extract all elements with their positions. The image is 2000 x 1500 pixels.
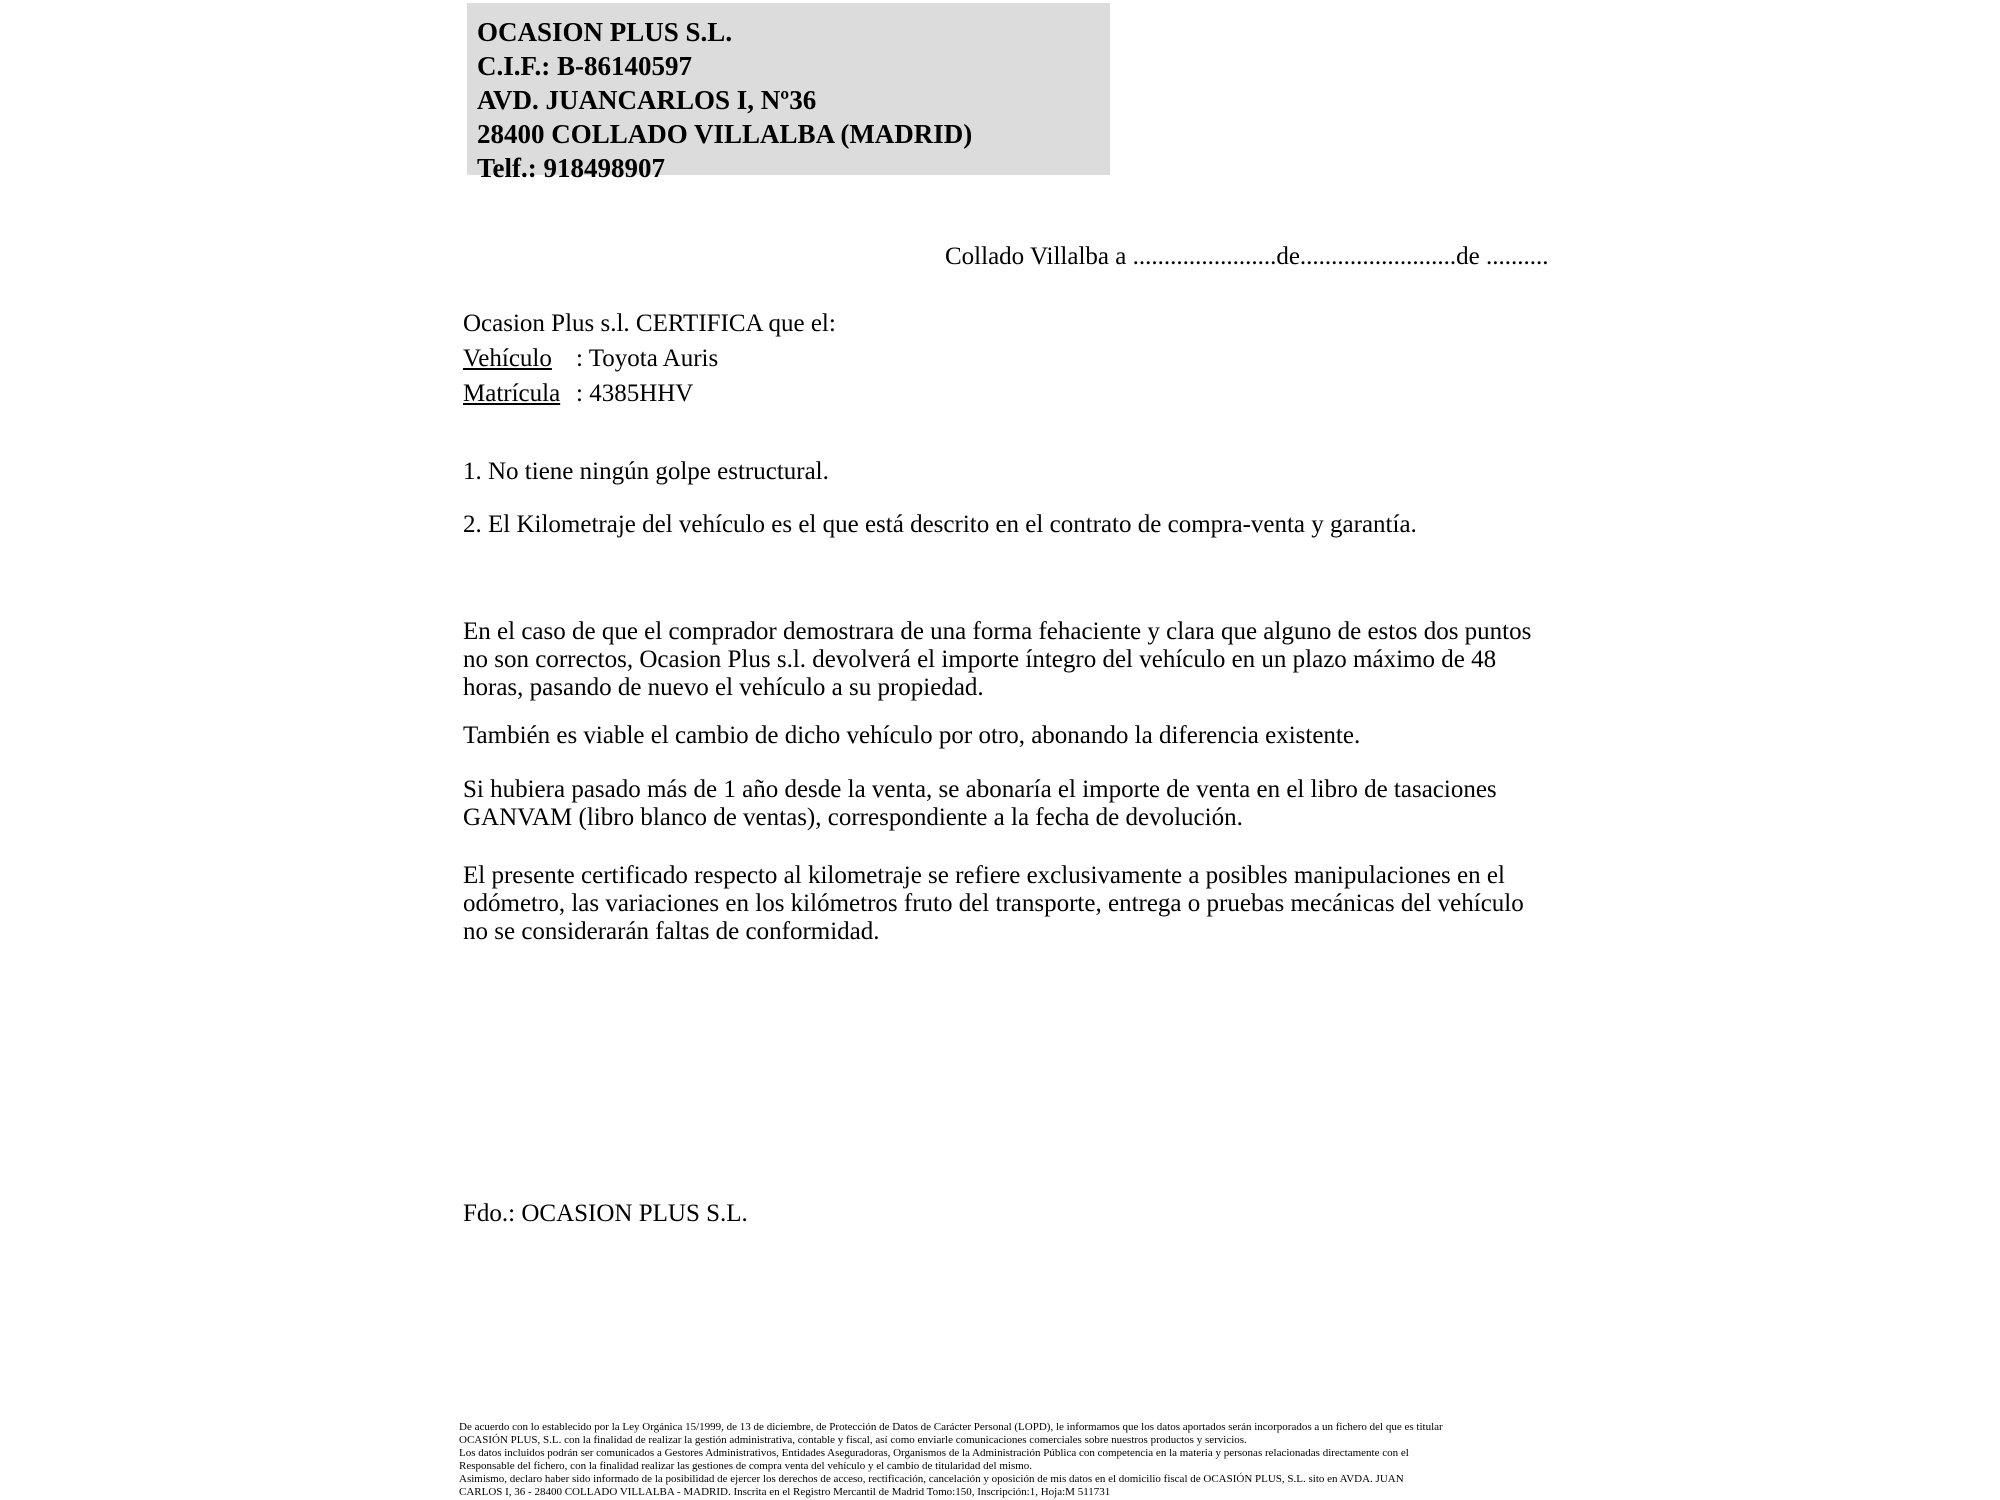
legal-footer-line: Responsable del fichero, con la finalidad realizar las gestiones de compra venta del vehículo y el cambio de titularidad del mismo. bbox=[459, 1460, 1033, 1472]
plate-value: : 4385HHV bbox=[576, 380, 694, 407]
certification-block bbox=[463, 306, 836, 411]
paragraph-odometer: El presente certificado respecto al kilometraje se refiere exclusivamente a posibles manipulaciones en el odómetro, las variaciones en los kilómetros fruto del transporte, entrega o pruebas mecánicas del vehículo no se considerarán faltas de conformidad. bbox=[463, 862, 1524, 945]
company-city: 28400 COLLADO VILLALBA (MADRID) bbox=[477, 119, 973, 149]
vehicle-label: Vehículo bbox=[463, 345, 552, 372]
signature-line: Fdo.: OCASION PLUS S.L. bbox=[463, 1200, 748, 1227]
legal-footer-line: Asimismo, declaro haber sido informado de la posibilidad de ejercer los derechos de acceso, rectificación, cancelación y oposición de mis datos en el domicilio fiscal de OCASIÓN PLUS, S.L. sito en AVDA. JUAN bbox=[459, 1473, 1404, 1485]
paragraph-exchange: También es viable el cambio de dicho vehículo por otro, abonando la diferencia existente. bbox=[463, 722, 1361, 749]
company-name: OCASION PLUS S.L. bbox=[477, 17, 733, 47]
vehicle-row bbox=[463, 341, 836, 376]
paragraph-refund: En el caso de que el comprador demostrara de una forma fehaciente y clara que alguno de estos dos puntos no son correctos, Ocasion Plus s.l. devolverá el importe íntegro del vehículo en un plazo máximo de 48 horas, pasando de nuevo el vehículo a su propiedad. bbox=[463, 618, 1532, 701]
legal-footer-line: CARLOS I, 36 - 28400 COLLADO VILLALBA - MADRID. Inscrita en el Registro Mercantil de Madrid Tomo:150, Inscripción:1, Hoja:M 511731 bbox=[459, 1486, 1111, 1498]
company-header-box bbox=[467, 3, 1110, 183]
point-1: 1. No tiene ningún golpe estructural. bbox=[463, 458, 829, 485]
point-2: 2. El Kilometraje del vehículo es el que está descrito en el contrato de compra-venta y garantía. bbox=[463, 511, 1417, 538]
legal-footer-line: OCASIÓN PLUS, S.L. con la finalidad de realizar la gestión administrativa, contable y fiscal, así como enviarle comunicaciones comerciales sobre nuestros productos y servicios. bbox=[459, 1434, 1247, 1446]
vehicle-value: : Toyota Auris bbox=[576, 345, 719, 372]
company-cif: C.I.F.: B-86140597 bbox=[477, 51, 693, 81]
company-phone: Telf.: 918498907 bbox=[477, 153, 665, 183]
paragraph-ganvam: Si hubiera pasado más de 1 año desde la venta, se abonaría el importe de venta en el libro de tasaciones GANVAM (libro blanco de ventas), correspondiente a la fecha de devolución. bbox=[463, 776, 1497, 831]
legal-footer-line: Los datos incluidos podrán ser comunicados a Gestores Administrativos, Entidades Aseguradoras, Organismos de la Administración Pública con competencia en la materia y personas relacionadas directamente con el bbox=[459, 1447, 1409, 1459]
plate-row bbox=[463, 376, 836, 411]
legal-footer bbox=[459, 1421, 1549, 1499]
plate-label: Matrícula bbox=[463, 380, 561, 407]
date-line: Collado Villalba a .......................de.........................de .......... bbox=[945, 243, 1549, 270]
legal-footer-line: De acuerdo con lo establecido por la Ley Orgánica 15/1999, de 13 de diciembre, de Protección de Datos de Carácter Personal (LOPD), le informamos que los datos aportados serán incorporados a un fichero del que es titular bbox=[459, 1421, 1443, 1433]
certification-intro: Ocasion Plus s.l. CERTIFICA que el: bbox=[463, 310, 836, 337]
company-address: AVD. JUANCARLOS I, Nº36 bbox=[477, 85, 817, 115]
